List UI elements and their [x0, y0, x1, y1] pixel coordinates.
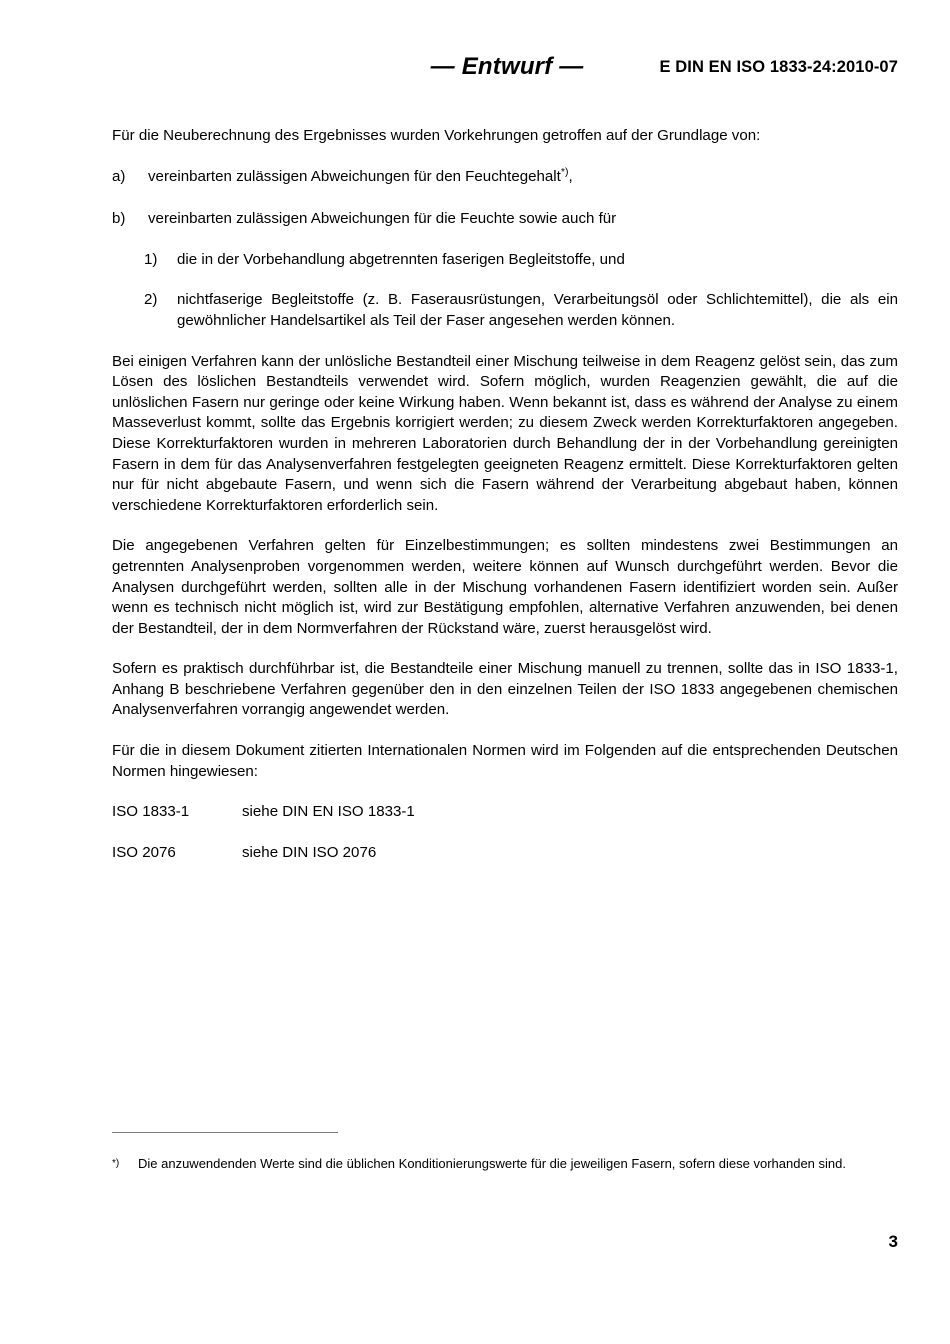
reference-standard-value: siehe DIN ISO 2076 [242, 843, 377, 861]
sub-list-item-1 [144, 250, 898, 271]
reference-row [112, 802, 898, 823]
sub-list-item-2 [144, 290, 898, 331]
reference-row [112, 843, 898, 864]
reference-standard-value: siehe DIN EN ISO 1833-1 [242, 803, 415, 821]
sub-list-item-1-text: die in der Vorbehandlung abgetrennten faserigen Begleitstoffe, und [177, 250, 625, 268]
sub-list-item-1-marker: 1) [144, 250, 158, 268]
intro-paragraph: Für die Neuberechnung des Ergebnisses wurden Vorkehrungen getroffen auf der Grundlage von: [112, 127, 761, 144]
body-paragraph-2: Die angegebenen Verfahren gelten für Einzelbestimmungen; es sollten mindestens zwei Bestimmungen an getrennten Analysenproben vorgenommen werden, weitere können auf Wunsch durchgeführt werden. Bevor die Analysen durchgeführt werden, sollten alle in der Mischung vorhandenen Fasern identifiziert worden sein. Außer wenn es technisch nicht möglich ist, wird zur Bestätigung empfohlen, alternative Verfahren anzuwenden, bei denen der Bestandteil, der in dem Normverfahren der Rückstand wäre, zuerst herausgelöst wird. [112, 537, 898, 637]
body-paragraph-3: Sofern es praktisch durchführbar ist, die Bestandteile einer Mischung manuell zu trennen, sollte das in ISO 1833-1, Anhang B beschriebene Verfahren gegenüber den in den einzelnen Teilen der ISO 1833 angegebenen chemischen Analysenverfahren vorrangig angewendet werden. [112, 660, 898, 719]
standards-reference-list [112, 802, 898, 863]
footnote-entry [112, 1155, 898, 1176]
sub-list-item-2-marker: 2) [144, 291, 158, 309]
footnote-marker [112, 1155, 138, 1176]
list-item-a [112, 167, 898, 188]
document-body [112, 126, 898, 883]
list-item-a-marker: a) [112, 167, 126, 185]
list-item-a-text-tail: , [568, 167, 573, 185]
draft-status-label: — Entwurf — [430, 53, 584, 80]
page-header [112, 50, 898, 84]
reference-standard-key: ISO 1833-1 [112, 803, 190, 821]
footnote-area [112, 1132, 898, 1176]
list-item-b [112, 209, 898, 230]
list-item-a-text [148, 167, 898, 188]
reference-standard-key: ISO 2076 [112, 843, 176, 861]
document-identifier: E DIN EN ISO 1833-24:2010-07 [659, 57, 898, 76]
footnote-text: Die anzuwendenden Werte sind die üblichen Konditionierungswerte für die jeweiligen Fasern, sofern diese vorhanden sind. [138, 1156, 846, 1171]
list-item-a-text-main: vereinbarten zulässigen Abweichungen für den Feuchtegehalt [148, 167, 561, 185]
footnote-separator-rule [112, 1132, 338, 1133]
page-number: 3 [888, 1232, 898, 1251]
list-item-b-marker: b) [112, 210, 126, 228]
footnote-marker-glyph: *) [112, 1158, 120, 1169]
sub-list-item-2-text: nichtfaserige Begleitstoffe (z. B. Faserausrüstungen, Verarbeitungsöl oder Schlichtemittel), die als ein gewöhnlicher Handelsartikel als Teil der Faser angesehen werden können. [177, 291, 898, 329]
footnote-reference-marker: *) [560, 165, 569, 178]
body-paragraph-1: Bei einigen Verfahren kann der unlösliche Bestandteil einer Mischung teilweise in dem Reagenz gelöst sein, das zum Lösen des löslichen Bestandteils verwendet wird. Sofern möglich, wurden Reagenzien gewählt, die auf die unlöslichen Fasern nur geringe oder keine Wirkung haben. Wenn bekannt ist, dass es während der Analyse zu einem Masseverlust kommt, sollte das Ergebnis korrigiert werden; zu diesem Zweck werden Korrekturfaktoren angegeben. Diese Korrekturfaktoren wurden in mehreren Laboratorien durch Behandlung der in der Vorbehandlung gereinigten Fasern in dem für das Analysenverfahren festgelegten geeigneten Reagenz ermittelt. Diese Korrekturfaktoren gelten nur für nicht abgebaute Fasern, und wenn sich die Fasern während der Verarbeitung abgebaut haben, können verschiedene Korrekturfaktoren erforderlich sein. [112, 352, 898, 514]
list-item-b-text: vereinbarten zulässigen Abweichungen für die Feuchte sowie auch für [148, 210, 617, 228]
body-paragraph-4: Für die in diesem Dokument zitierten Internationalen Normen wird im Folgenden auf die entsprechenden Deutschen Normen hingewiesen: [112, 742, 898, 780]
